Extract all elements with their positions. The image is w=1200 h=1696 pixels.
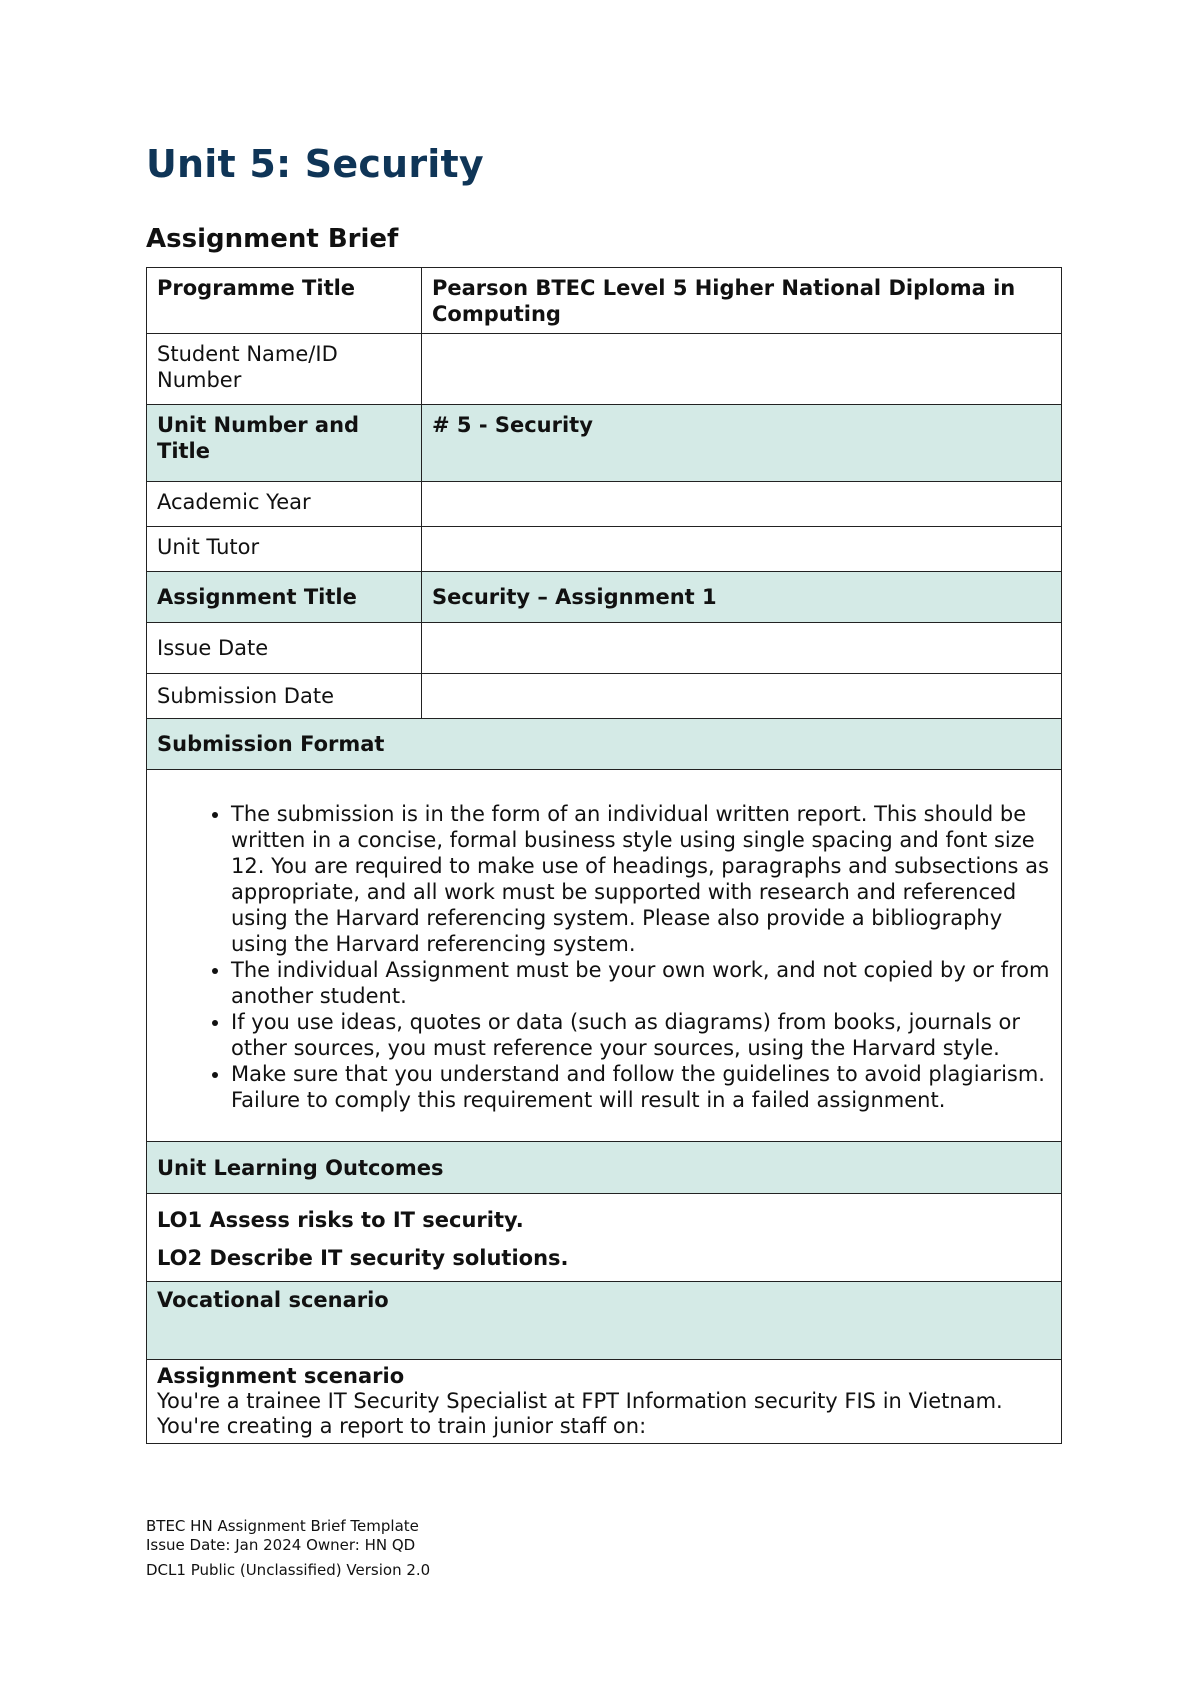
footer-classification: DCL1 Public (Unclassified) Version 2.0 <box>146 1561 431 1579</box>
list-item: • Make sure that you understand and follow the guidelines to avoid plagiarism. Failure to comply this requirement will result in a failed assignment. <box>231 1061 1051 1113</box>
list-item: • If you use ideas, quotes or data (such as diagrams) from books, journals or other sources, you must reference your sources, using the Harvard style. <box>231 1009 1051 1061</box>
assignment-scenario-heading: Assignment scenario <box>157 1364 405 1388</box>
assignment-scenario-text: You're a trainee IT Security Specialist at FPT Information security FIS in Vietnam. You're creating a report to train junior staff on: <box>157 1389 1003 1438</box>
assignment-title-value: Security – Assignment 1 <box>422 572 1062 623</box>
programme-value: Pearson BTEC Level 5 Higher National Diploma in Computing <box>422 268 1062 334</box>
submission-date-label: Submission Date <box>147 674 422 719</box>
submission-format-heading: Submission Format <box>147 719 1062 770</box>
assignment-brief-heading: Assignment Brief <box>146 224 399 254</box>
unit-label: Unit Number and Title <box>147 405 422 482</box>
academic-year-label: Academic Year <box>147 482 422 527</box>
assignment-title-row <box>147 572 1062 623</box>
tutor-label: Unit Tutor <box>147 527 422 572</box>
unit-value: # 5 - Security <box>422 405 1062 482</box>
programme-row <box>147 268 1062 334</box>
submission-format-list <box>157 801 1051 1113</box>
tutor-row <box>147 527 1062 572</box>
submission-date-row <box>147 674 1062 719</box>
page-title: Unit 5: Security <box>146 142 484 186</box>
learning-outcomes-row <box>147 1194 1062 1282</box>
vocational-scenario-row <box>147 1282 1062 1360</box>
assignment-title-label: Assignment Title <box>147 572 422 623</box>
issue-date-row <box>147 623 1062 674</box>
footer-template-name: BTEC HN Assignment Brief Template <box>146 1517 419 1535</box>
academic-year-row <box>147 482 1062 527</box>
learning-outcome-lo2: LO2 Describe IT security solutions. <box>157 1246 569 1270</box>
list-item: • The submission is in the form of an individual written report. This should be written in a concise, formal business style using single spacing and font size 12. You are required to make use of headings, paragraphs and subsections as appropriate, and all work must be supported with research and referenced using the Harvard referencing system. Please also provide a bibliography using the Harvard referencing system. <box>231 801 1051 957</box>
student-label: Student Name/ID Number <box>147 334 422 405</box>
academic-year-value <box>422 482 1062 527</box>
programme-label: Programme Title <box>147 268 422 334</box>
submission-date-value <box>422 674 1062 719</box>
submission-format-heading-row <box>147 719 1062 770</box>
submission-format-row <box>147 770 1062 1142</box>
learning-outcomes-cell <box>147 1194 1062 1282</box>
list-item: • The individual Assignment must be your own work, and not copied by or from another student. <box>231 957 1051 1009</box>
learning-outcomes-heading-row <box>147 1142 1062 1194</box>
learning-outcome-lo1: LO1 Assess risks to IT security. <box>157 1208 524 1232</box>
unit-row <box>147 405 1062 482</box>
learning-outcomes-heading: Unit Learning Outcomes <box>147 1142 1062 1194</box>
page-footer <box>146 1517 430 1580</box>
issue-date-value <box>422 623 1062 674</box>
assignment-brief-table <box>146 267 1062 1444</box>
issue-date-label: Issue Date <box>147 623 422 674</box>
assignment-scenario-row <box>147 1360 1062 1444</box>
tutor-value <box>422 527 1062 572</box>
footer-issue-owner: Issue Date: Jan 2024 Owner: HN QD <box>146 1536 416 1554</box>
vocational-scenario-heading: Vocational scenario <box>147 1282 1062 1360</box>
submission-format-cell <box>147 770 1062 1142</box>
assignment-scenario-cell <box>147 1360 1062 1444</box>
student-value <box>422 334 1062 405</box>
student-row <box>147 334 1062 405</box>
